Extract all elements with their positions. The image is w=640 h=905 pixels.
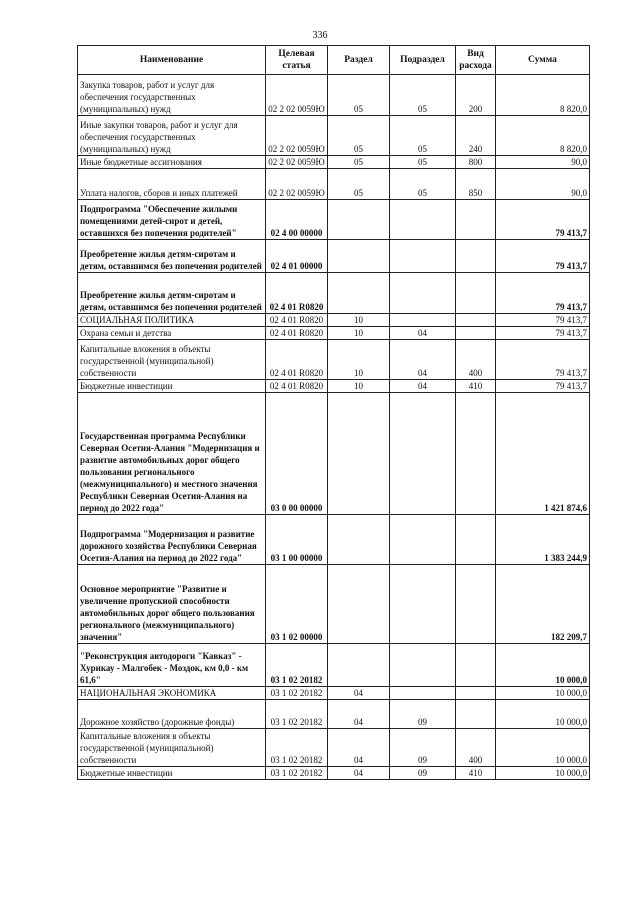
row-name: Дорожное хозяйство (дорожные фонды)	[78, 700, 266, 729]
row-expense-type	[456, 700, 496, 729]
row-name: Государственная программа Республики Северная Осетия-Алания "Модернизация и развитие автомобильных дорог общего пользования регионального (межмуниципального) и местного значения Республики Северная Осетия-Алания на период до 2022 года"	[78, 393, 266, 515]
row-amount: 1 421 874,6	[496, 393, 590, 515]
header-row	[78, 46, 590, 75]
row-expense-type: 410	[456, 767, 496, 780]
table-row	[78, 340, 590, 380]
table-row	[78, 767, 590, 780]
row-target: 02 2 02 0059Ю	[266, 116, 328, 156]
row-subsection: 04	[390, 380, 456, 393]
row-subsection: 09	[390, 700, 456, 729]
table-row	[78, 393, 590, 515]
row-section	[328, 515, 390, 565]
row-subsection: 05	[390, 156, 456, 169]
row-subsection	[390, 515, 456, 565]
table-row	[78, 200, 590, 240]
row-expense-type: 850	[456, 169, 496, 200]
row-name: Подпрограмма "Обеспечение жилыми помещениями детей-сирот и детей, оставшихся без попечения родителей"	[78, 200, 266, 240]
row-amount: 79 413,7	[496, 380, 590, 393]
row-expense-type	[456, 687, 496, 700]
row-subsection	[390, 200, 456, 240]
row-name: НАЦИОНАЛЬНАЯ ЭКОНОМИКА	[78, 687, 266, 700]
row-section: 10	[328, 340, 390, 380]
row-target: 02 2 02 0059Ю	[266, 156, 328, 169]
row-subsection	[390, 565, 456, 644]
row-amount: 10 000,0	[496, 729, 590, 767]
row-amount: 79 413,7	[496, 314, 590, 327]
row-section	[328, 393, 390, 515]
row-amount: 10 000,0	[496, 687, 590, 700]
table-row	[78, 273, 590, 314]
row-subsection: 05	[390, 116, 456, 156]
table-row	[78, 240, 590, 273]
row-target: 02 4 01 R0820	[266, 327, 328, 340]
row-name: Капитальные вложения в объекты государственной (муниципальной) собственности	[78, 340, 266, 380]
table-row	[78, 327, 590, 340]
row-name: Бюджетные инвестиции	[78, 767, 266, 780]
row-name: Преобретение жилья детям-сиротам и детям, оставшимся без попечения родителей	[78, 273, 266, 314]
row-section: 10	[328, 327, 390, 340]
row-name: "Реконструкция автодороги "Кавказ" - Хурикау - Малгобек - Моздок, км 0,0 - км 61,6"	[78, 644, 266, 687]
row-section	[328, 240, 390, 273]
row-expense-type: 400	[456, 340, 496, 380]
row-target: 02 4 01 00000	[266, 240, 328, 273]
row-expense-type	[456, 273, 496, 314]
row-expense-type: 400	[456, 729, 496, 767]
table-row	[78, 314, 590, 327]
row-name: Закупка товаров, работ и услуг для обеспечения государственных (муниципальных) нужд	[78, 75, 266, 116]
row-subsection	[390, 393, 456, 515]
row-amount: 8 820,0	[496, 75, 590, 116]
row-name: СОЦИАЛЬНАЯ ПОЛИТИКА	[78, 314, 266, 327]
row-expense-type	[456, 327, 496, 340]
row-target: 03 1 02 20182	[266, 687, 328, 700]
row-target: 03 1 02 00000	[266, 565, 328, 644]
row-name: Уплата налогов, сборов и иных платежей	[78, 169, 266, 200]
row-section: 10	[328, 380, 390, 393]
row-amount: 90,0	[496, 156, 590, 169]
row-section: 04	[328, 700, 390, 729]
row-subsection: 09	[390, 767, 456, 780]
row-name: Капитальные вложения в объекты государственной (муниципальной) собственности	[78, 729, 266, 767]
row-amount: 79 413,7	[496, 200, 590, 240]
row-target: 02 4 01 R0820	[266, 314, 328, 327]
row-amount: 1 383 244,9	[496, 515, 590, 565]
budget-table	[77, 45, 590, 780]
row-section: 04	[328, 687, 390, 700]
row-target: 03 1 00 00000	[266, 515, 328, 565]
row-amount: 182 209,7	[496, 565, 590, 644]
row-amount: 79 413,7	[496, 240, 590, 273]
row-section: 04	[328, 729, 390, 767]
row-name: Охрана семьи и детства	[78, 327, 266, 340]
row-section: 10	[328, 314, 390, 327]
row-expense-type	[456, 200, 496, 240]
row-target: 02 4 01 R0820	[266, 380, 328, 393]
row-section: 05	[328, 75, 390, 116]
header-name: Наименование	[78, 46, 266, 75]
row-subsection: 04	[390, 340, 456, 380]
row-amount: 10 000,0	[496, 767, 590, 780]
table-body	[78, 75, 590, 780]
row-subsection: 04	[390, 327, 456, 340]
row-subsection: 09	[390, 729, 456, 767]
table-row	[78, 156, 590, 169]
row-amount: 79 413,7	[496, 340, 590, 380]
row-subsection	[390, 240, 456, 273]
row-subsection	[390, 644, 456, 687]
header-subsection: Подраздел	[390, 46, 456, 75]
table-row	[78, 700, 590, 729]
row-target: 02 2 02 0059Ю	[266, 169, 328, 200]
row-subsection	[390, 273, 456, 314]
table-row	[78, 515, 590, 565]
row-amount: 79 413,7	[496, 327, 590, 340]
header-amount: Сумма	[496, 46, 590, 75]
row-expense-type	[456, 565, 496, 644]
row-amount: 10 000,0	[496, 700, 590, 729]
row-target: 02 2 02 0059Ю	[266, 75, 328, 116]
row-name: Иные бюджетные ассигнования	[78, 156, 266, 169]
row-target: 03 0 00 00000	[266, 393, 328, 515]
row-expense-type	[456, 644, 496, 687]
row-amount: 90,0	[496, 169, 590, 200]
row-section: 04	[328, 767, 390, 780]
header-expense-type: Вид расхода	[456, 46, 496, 75]
row-amount: 10 000,0	[496, 644, 590, 687]
table-row	[78, 116, 590, 156]
row-target: 02 4 01 R0820	[266, 340, 328, 380]
header-target: Целевая статья	[266, 46, 328, 75]
row-name: Бюджетные инвестиции	[78, 380, 266, 393]
table-row	[78, 75, 590, 116]
row-name: Подпрограмма "Модернизация и развитие дорожного хозяйства Республики Северная Осетия-Алания на период до 2022 года"	[78, 515, 266, 565]
row-section	[328, 200, 390, 240]
row-expense-type: 200	[456, 75, 496, 116]
row-subsection: 05	[390, 169, 456, 200]
table-row	[78, 380, 590, 393]
row-subsection	[390, 687, 456, 700]
row-section: 05	[328, 169, 390, 200]
row-expense-type: 410	[456, 380, 496, 393]
row-expense-type	[456, 314, 496, 327]
row-section: 05	[328, 116, 390, 156]
row-section	[328, 273, 390, 314]
row-expense-type	[456, 515, 496, 565]
row-target: 03 1 02 20182	[266, 729, 328, 767]
row-expense-type: 240	[456, 116, 496, 156]
table-row	[78, 565, 590, 644]
row-target: 03 1 02 20182	[266, 644, 328, 687]
row-section	[328, 644, 390, 687]
table-row	[78, 169, 590, 200]
row-section: 05	[328, 156, 390, 169]
row-expense-type	[456, 240, 496, 273]
table-row	[78, 644, 590, 687]
table-row	[78, 729, 590, 767]
row-section	[328, 565, 390, 644]
row-name: Преобретение жилья детям-сиротам и детям, оставшимся без попечения родителей	[78, 240, 266, 273]
row-subsection	[390, 314, 456, 327]
row-subsection: 05	[390, 75, 456, 116]
row-amount: 79 413,7	[496, 273, 590, 314]
header-section: Раздел	[328, 46, 390, 75]
row-expense-type: 800	[456, 156, 496, 169]
row-name: Основное мероприятие "Развитие и увеличение пропускной способности автомобильных дорог общего пользования регионального (межмуниципального) значения"	[78, 565, 266, 644]
row-name: Иные закупки товаров, работ и услуг для обеспечения государственных (муниципальных) нужд	[78, 116, 266, 156]
page-number: 336	[312, 30, 328, 41]
row-expense-type	[456, 393, 496, 515]
row-target: 03 1 02 20182	[266, 700, 328, 729]
row-target: 02 4 01 R0820	[266, 273, 328, 314]
row-target: 02 4 00 00000	[266, 200, 328, 240]
row-amount: 8 820,0	[496, 116, 590, 156]
row-target: 03 1 02 20182	[266, 767, 328, 780]
table-row	[78, 687, 590, 700]
